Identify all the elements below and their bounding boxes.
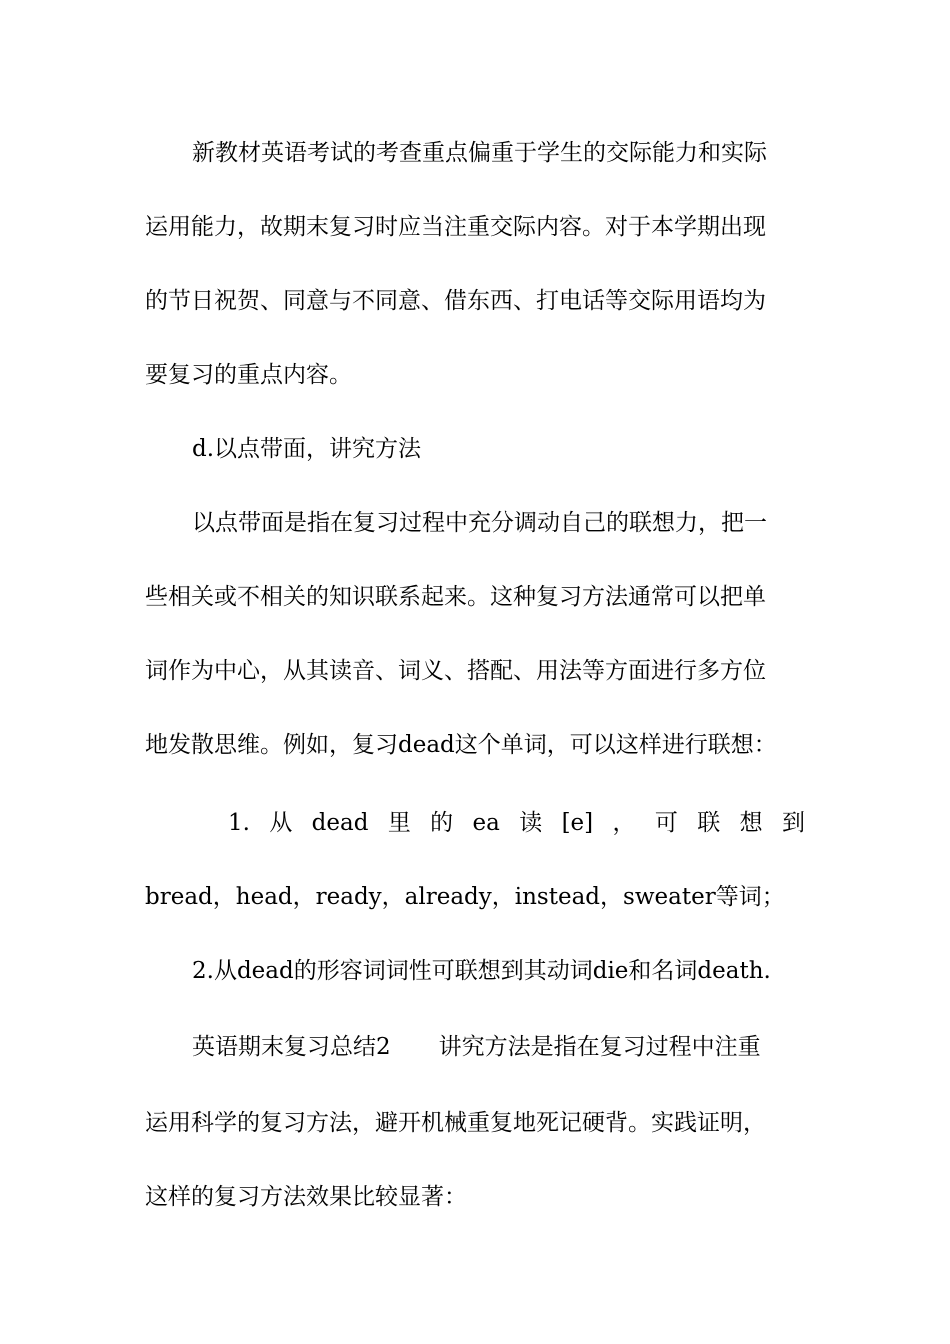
paragraph-3-line-1-rest: 讲究方法是指在复习过程中注重 xyxy=(438,1034,761,1060)
paragraph-3-line-1 xyxy=(192,1027,805,1067)
item-1-token: 可 xyxy=(654,810,678,836)
item-1-line-2: bread，head，ready，already，instead，sweater等词； xyxy=(145,884,785,910)
item-1-token: ， xyxy=(612,810,636,836)
paragraph-3-line-2: 运用科学的复习方法，避开机械重复地死记硬背。实践证明， xyxy=(145,1110,766,1136)
item-1-token: 读 xyxy=(519,810,543,836)
section-heading-d: d.以点带面，讲究方法 xyxy=(192,436,422,462)
paragraph-1-line-3: 的节日祝贺、同意与不同意、借东西、打电话等交际用语均为 xyxy=(145,288,766,314)
item-1-token: 从 xyxy=(269,810,293,836)
paragraph-1-line-1: 新教材英语考试的考查重点偏重于学生的交际能力和实际 xyxy=(192,140,767,166)
item-1-token: 联 xyxy=(697,810,721,836)
item-1-token: dead xyxy=(311,810,369,836)
item-1-token: 的 xyxy=(430,810,454,836)
item-1-token: 想 xyxy=(739,810,763,836)
paragraph-2-line-4: 地发散思维。例如，复习dead这个单词，可以这样进行联想： xyxy=(145,732,777,758)
item-1-line-1 xyxy=(228,803,805,843)
paragraph-2-line-1: 以点带面是指在复习过程中充分调动自己的联想力，把一 xyxy=(192,510,767,536)
paragraph-2-line-3: 词作为中心，从其读音、词义、搭配、用法等方面进行多方位 xyxy=(145,658,766,684)
paragraph-1-line-2: 运用能力，故期末复习时应当注重交际内容。对于本学期出现 xyxy=(145,214,766,240)
paragraph-3-line-3: 这样的复习方法效果比较显著： xyxy=(145,1184,467,1210)
item-1-token: 里 xyxy=(387,810,411,836)
item-1-token: 到 xyxy=(781,810,805,836)
paragraph-2-line-2: 些相关或不相关的知识联系起来。这种复习方法通常可以把单 xyxy=(145,584,766,610)
item-2: 2.从dead的形容词词性可联想到其动词die和名词death. xyxy=(192,958,771,984)
item-1-token: [e] xyxy=(561,810,594,836)
paragraph-1-line-4: 要复习的重点内容。 xyxy=(145,362,352,388)
paragraph-3-title: 英语期末复习总结2 xyxy=(192,1034,391,1060)
item-1-token: 1. xyxy=(228,810,250,836)
item-1-token: ea xyxy=(472,810,500,836)
